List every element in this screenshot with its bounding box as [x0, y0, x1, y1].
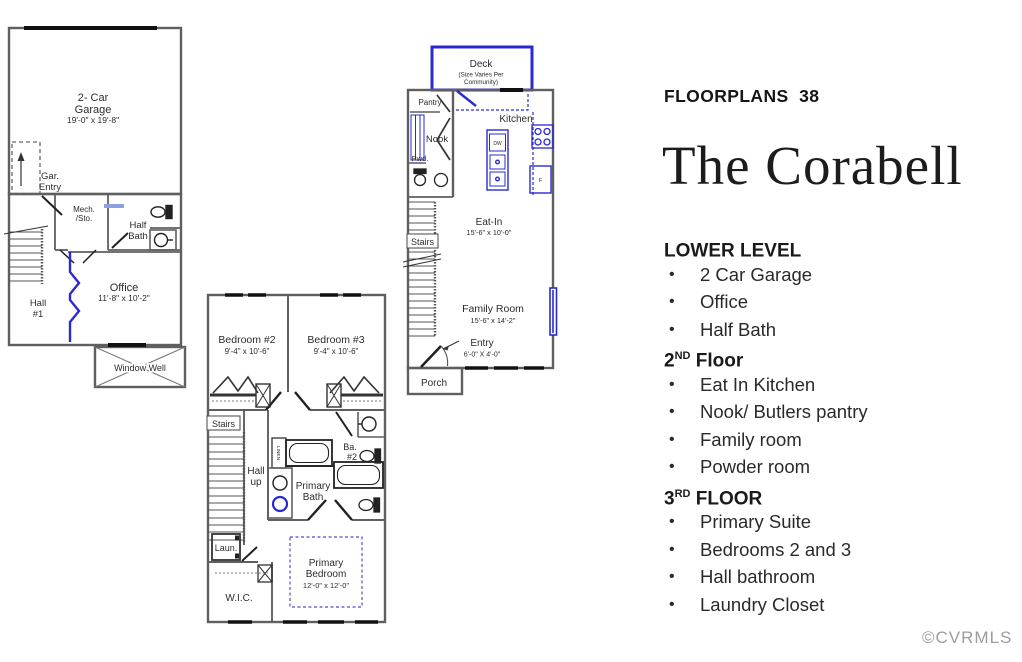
toilet-icon [151, 206, 172, 219]
kitchen-island [487, 130, 508, 190]
office-dim: 11'-8" x 10'-2" [98, 293, 150, 303]
list-item-label: 2 Car Garage [700, 263, 813, 285]
bedroom2-label: Bedroom #2 [218, 334, 276, 346]
half-bath-label: Half [129, 220, 147, 231]
ba2-label: Ba. [343, 442, 357, 452]
toilet-icon [414, 169, 426, 186]
section-heading-lower-level [664, 233, 1009, 261]
stairs-icon [4, 226, 48, 284]
list-item-label: Primary Suite [700, 511, 812, 532]
heading-sup: RD [674, 487, 691, 500]
page-header: FLOORPLANS 38 [664, 86, 820, 106]
linen-label: LINEN [275, 445, 280, 461]
list-item-label: Family room [700, 428, 802, 450]
tub-icon [334, 462, 383, 488]
list-item-label: Office [700, 291, 748, 312]
deck-sub: (Size Varies Per [458, 71, 504, 79]
list-item [664, 261, 1009, 289]
heading-text: LOWER LEVEL [664, 240, 802, 262]
floorplan-third-floor [200, 288, 392, 633]
deck-sub: Community) [464, 79, 498, 86]
entry-label: Entry [470, 338, 494, 349]
range-icon [532, 125, 553, 148]
heading-text: 2 [664, 350, 675, 372]
bedroom3-dim: 9'-4" x 10'-6" [313, 347, 359, 356]
family-room-label: Family Room [462, 303, 524, 315]
primary-bed-dim: 12'-0" x 12'-0" [302, 581, 350, 590]
list-item-label: Nook/ Butlers pantry [700, 401, 868, 422]
primary-bed-label: Primary [308, 558, 344, 569]
deck-label: Deck [469, 59, 493, 70]
list-item-label: Laundry Closet [700, 593, 825, 615]
list-item-label: Hall bathroom [700, 566, 816, 587]
wic-label: W.I.C. [225, 593, 253, 604]
heading-sup: ND [674, 350, 691, 362]
tub-icon [286, 440, 332, 466]
vanity-sinks [268, 468, 292, 518]
family-room-dim: 15'-6" x 14'-2" [470, 316, 516, 325]
pantry-label: Pantry [418, 98, 442, 107]
list-item [664, 591, 1009, 619]
list-item [664, 371, 1009, 399]
mech-label: Mech. [73, 205, 95, 214]
garage-label: Garage [74, 104, 112, 116]
eat-in-label: Eat-In [475, 217, 503, 228]
up-arrow-icon [18, 152, 25, 186]
toilet-icon [359, 498, 380, 512]
porch-label: Porch [420, 378, 448, 389]
bedroom3-label: Bedroom #3 [307, 334, 365, 346]
section-heading-3rd-floor [664, 481, 1009, 509]
list-item [664, 563, 1009, 591]
hall-up-label: Hall [247, 466, 265, 477]
sink-icon [150, 230, 176, 250]
deck-door [457, 91, 476, 106]
bullet-icon: • [669, 568, 675, 585]
bullet-icon: • [669, 293, 675, 310]
page-title: The Corabell [662, 135, 963, 196]
bullet-icon: • [669, 320, 675, 338]
bullet-icon: • [669, 375, 675, 393]
sink-icon [435, 174, 448, 187]
list-item [664, 426, 1009, 454]
list-item [664, 508, 1009, 536]
watermark: ©CVRMLS [922, 628, 1013, 647]
primary-bath-label: Primary [295, 481, 331, 492]
bullet-icon: • [669, 430, 675, 448]
bedroom2-dim: 9'-4" x 10'-6" [224, 347, 270, 356]
list-item [664, 288, 1009, 316]
stairs-label: Stairs [211, 419, 236, 429]
heading-rest: Floor [690, 350, 744, 372]
gar-entry-label: Gar. [41, 171, 59, 182]
heading-rest: FLOOR [690, 487, 763, 509]
list-item [664, 316, 1009, 344]
bullet-icon: • [669, 458, 675, 475]
feature-list [664, 233, 1009, 618]
kitchen-label: Kitchen [499, 114, 533, 125]
list-item-label: Half Bath [700, 318, 777, 340]
garage-storage-dashed [12, 142, 40, 194]
fridge-label: F [538, 178, 543, 184]
office-label: Office [109, 282, 139, 294]
list-item-label: Eat In Kitchen [700, 373, 816, 395]
list-item-label: Bedrooms 2 and 3 [700, 538, 852, 560]
half-bath-label: Bath [128, 231, 148, 242]
wic [215, 565, 272, 582]
bullet-icon: • [669, 403, 675, 420]
garage-dim: 19'-0" x 19'-8" [66, 115, 120, 125]
garage-label: 2- Car [77, 92, 109, 104]
list-item-label: Powder room [700, 456, 811, 477]
window [550, 288, 557, 335]
hall1-label: Hall [29, 298, 47, 309]
bullet-icon: • [669, 595, 675, 613]
floorplan-second-floor [395, 38, 565, 398]
gar-entry-label: Entry [38, 182, 62, 193]
stairs-label: Stairs [410, 237, 435, 247]
entry-door [421, 341, 459, 367]
toilet-icon [360, 449, 381, 463]
bullet-icon: • [669, 513, 675, 530]
hall1-label: #1 [32, 309, 44, 320]
heading-text: 3 [664, 487, 675, 509]
list-item [664, 398, 1009, 426]
eat-in-dim: 15'-6" x 10'-0" [466, 228, 512, 237]
pwd-label: Pwd. [411, 154, 429, 163]
nook-label: Nook [425, 134, 449, 145]
section-heading-2nd-floor [664, 343, 1009, 371]
hall-up-label: up [250, 477, 262, 488]
bullet-icon: • [669, 265, 675, 283]
list-item [664, 453, 1009, 481]
entry-dim: 6'-0" X 4'-0" [463, 351, 501, 359]
dw-label: DW [493, 141, 502, 147]
ba2-label: #2 [346, 452, 358, 462]
mech-label: /Sto. [75, 214, 93, 223]
floorplan-lower-level [0, 20, 195, 392]
primary-bath-label: Bath [302, 492, 324, 503]
primary-bed-label: Bedroom [305, 569, 347, 580]
stairs-icon [208, 432, 244, 542]
window-well-label: Window Well [114, 363, 166, 373]
list-item [664, 536, 1009, 564]
office-accent-wall [70, 252, 79, 342]
sink-icon [358, 417, 376, 431]
bullet-icon: • [669, 540, 675, 558]
laundry-label: Laun. [214, 543, 238, 553]
